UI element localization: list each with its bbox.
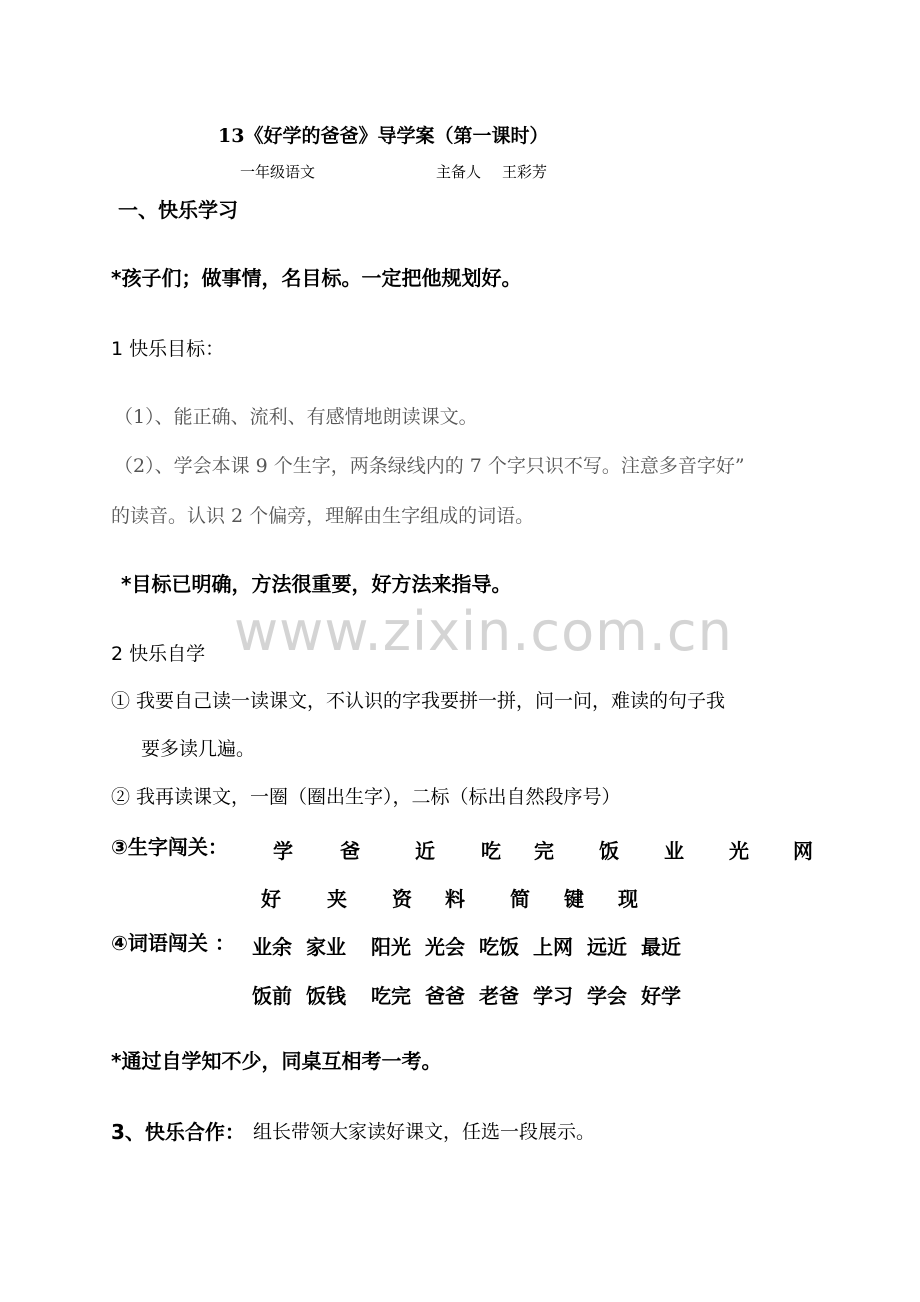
motto-plan: *孩子们；做事情，名目标。一定把他规划好。 [111,266,522,290]
grade-subject: 一年级语文 [240,163,316,181]
char-item: 学 [273,839,293,863]
new-characters-row-1 [0,835,920,865]
word-item: 业余 [252,935,292,959]
char-item: 好 [261,887,281,911]
preparer-label: 主备人 [436,163,482,181]
char-item: 现 [618,887,638,911]
cooperation-text: 组长带领大家读好课文，任选一段展示。 [253,1121,596,1143]
new-characters-row-2 [0,883,920,913]
word-item: 老爸 [479,984,519,1008]
word-item: 吃完 [371,984,411,1008]
word-item: 好学 [641,984,681,1008]
page-title: 13《好学的爸爸》导学案（第一课时） [218,125,549,147]
char-item: 光 [729,839,749,863]
char-item: 料 [445,887,465,911]
section-heading-happy-learning: 一、快乐学习 [118,198,238,222]
goals-title: 1 快乐目标： [111,338,225,360]
step-3-label: ③生字闯关： [111,835,228,859]
char-item: 键 [564,887,584,911]
watermark: www.zixin.com.cn [234,600,733,663]
vocabulary-row-1 [0,931,920,961]
motto-peer-test: *通过自学知不少，同桌互相考一考。 [111,1049,442,1073]
cooperation-label: 3、快乐合作： [111,1120,245,1144]
step-2: ② 我再读课文，一圈（圈出生字），二标（标出自然段序号） [111,786,621,808]
word-item: 学会 [587,984,627,1008]
char-item: 近 [415,839,435,863]
step-4-label: ④词语闯关 ： [111,931,235,955]
char-item: 完 [534,839,554,863]
goal-2-line-1: （2）、学会本课 9 个生字，两条绿线内的 7 个字只识不写。注意多音字好” [114,455,745,477]
goal-1: （1）、能正确、流利、有感情地朗读课文。 [114,406,478,428]
word-item: 远近 [587,935,627,959]
char-item: 网 [793,839,813,863]
char-item: 简 [510,887,530,911]
self-study-title: 2 快乐自学 [111,643,206,665]
vocabulary-row-2 [0,980,920,1010]
word-item: 饭钱 [306,984,346,1008]
step-1-line-2: 要多读几遍。 [141,738,256,760]
word-item: 光会 [425,935,465,959]
word-item: 学习 [533,984,573,1008]
char-item: 业 [664,839,684,863]
word-item: 吃饭 [479,935,519,959]
word-item: 家业 [306,935,346,959]
char-item: 夹 [327,887,347,911]
char-item: 吃 [481,839,501,863]
word-item: 饭前 [252,984,292,1008]
char-item: 爸 [340,839,360,863]
word-item: 最近 [641,935,681,959]
motto-method: *目标已明确，方法很重要，好方法来指导。 [121,572,512,596]
word-item: 阳光 [371,935,411,959]
char-item: 资 [392,887,412,911]
word-item: 爸爸 [425,984,465,1008]
preparer-name: 王彩芳 [502,163,548,181]
word-item: 上网 [533,935,573,959]
step-1-line-1: ① 我要自己读一读课文，不认识的字我要拼一拼，问一问，难读的句子我 [111,690,726,712]
goal-2-line-2: 的读音。认识 2 个偏旁，理解由生字组成的词语。 [111,505,535,527]
char-item: 饭 [599,839,619,863]
